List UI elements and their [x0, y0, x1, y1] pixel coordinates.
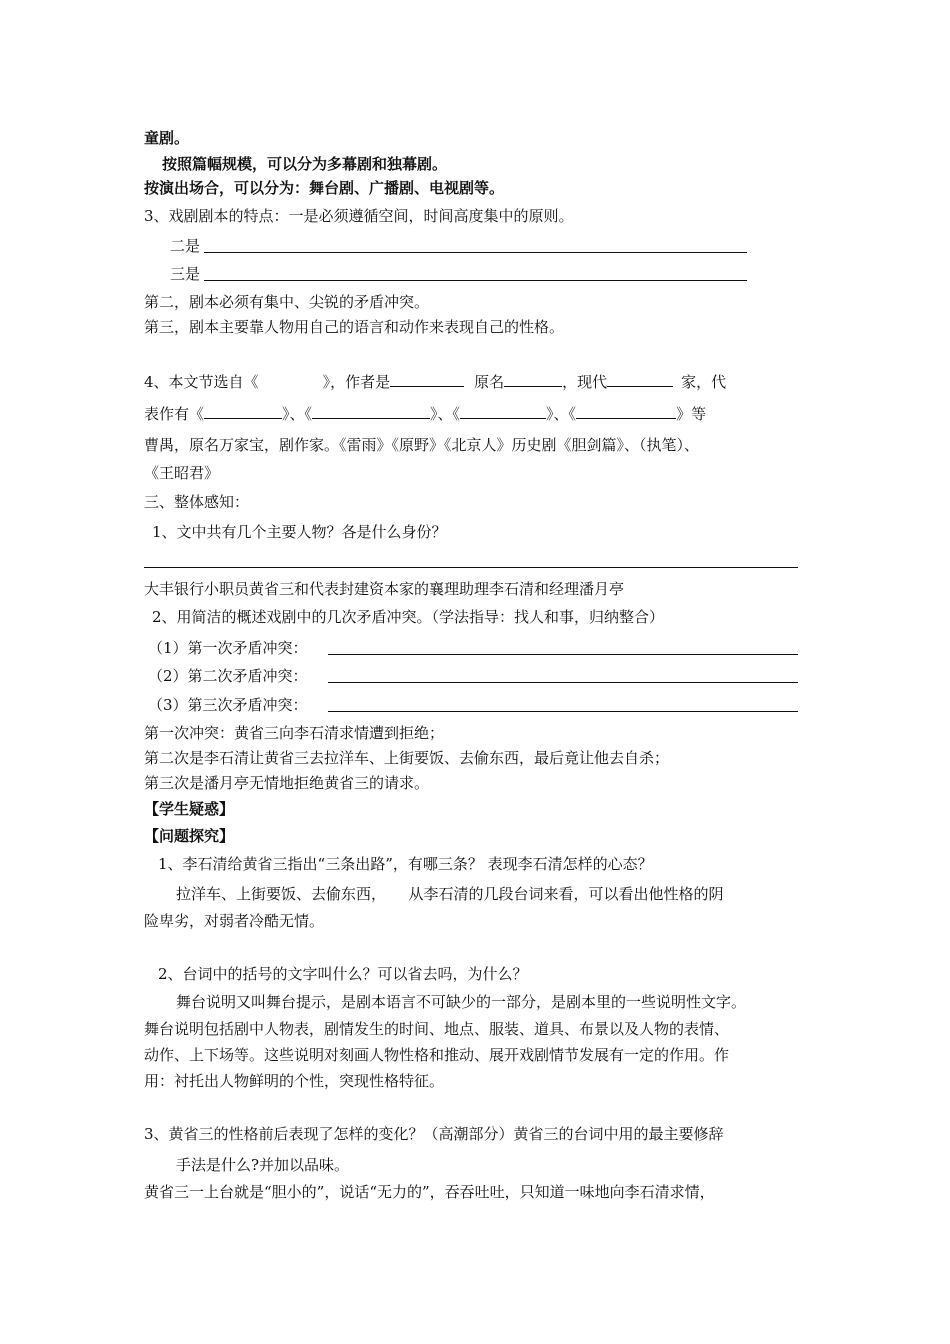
- text-line-stage-directions-question: 2、台词中的括号的文字叫什么？可以省去吗，为什么？: [158, 965, 528, 983]
- section-heading-student-questions: 【学生疑惑】: [144, 800, 235, 818]
- text-line-three-ways-question: 1、李石清给黄省三指出“三条出路”，有哪三条？ 表现李石清怎样的心态？: [158, 855, 653, 873]
- text-line-stage-directions-answer-cont: 舞台说明包括剧中人物表，剧情发生的时间、地点、服装、道具、布景以及人物的表情、: [144, 1020, 730, 1038]
- question-4-suffix: 家，代: [681, 373, 727, 391]
- text-line-source-question: [144, 372, 726, 392]
- text-line-script-features: 3、戏剧剧本的特点：一是必须遵循空间，时间高度集中的原则。: [144, 207, 574, 225]
- text-line-characters-answer: 大丰银行小职员黄省三和代表封建资本家的襄理助理李石清和经理潘月亭: [144, 580, 625, 598]
- text-line-venue-classification: 按演出场合，可以分为：舞台剧、广播剧、电视剧等。: [144, 179, 505, 197]
- text-line-stage-directions-answer: 舞台说明又叫舞台提示，是剧本语言不可缺少的一部分，是剧本里的一些说明性文字。: [176, 993, 747, 1011]
- question-4-modern-label: ，现代: [562, 373, 608, 391]
- text-line-third-point: 第三，剧本主要靠人物用自己的语言和动作来表现自己的性格。: [144, 318, 565, 336]
- text-line-conflict-one-answer: 第一次冲突：黄省三向李石清求情遭到拒绝；: [144, 724, 445, 742]
- text-line-stage-directions-answer-cont: 用：衬托出人物鲜明的个性，突现性格特征。: [144, 1072, 445, 1090]
- question-4-open-bracket: 《: [243, 373, 259, 391]
- answer-blank-line: [204, 252, 747, 253]
- section-heading-problem-exploration: 【问题探究】: [144, 827, 235, 845]
- works-suffix: 》等: [676, 405, 707, 423]
- text-line-feature-two-label: 二是: [170, 237, 201, 255]
- answer-blank: [504, 372, 562, 387]
- text-line-character-change-question: 3、黄省三的性格前后表现了怎样的变化？（高潮部分）黄省三的台词中用的最主要修辞: [144, 1125, 724, 1143]
- text-line-drama-types-end: 童剧。: [144, 129, 190, 147]
- answer-blank-line: [204, 280, 747, 281]
- text-line-scale-classification: 按照篇幅规模，可以分为多幕剧和独幕剧。: [162, 155, 448, 173]
- text-line-feature-three-label: 三是: [170, 265, 201, 283]
- text-line-three-ways-answer-cont: 险卑劣，对弱者冷酷无情。: [144, 912, 325, 930]
- answer-blank-line: [328, 654, 798, 655]
- answer-blank: [576, 404, 676, 419]
- text-line-conflict-two-answer: 第二次是李石清让黄省三去拉洋车、上街要饭、去偷东西，最后竟让他去自杀；: [144, 749, 670, 767]
- answer-blank: [460, 404, 546, 419]
- text-line-characters-question: 1、文中共有几个主要人物？各是什么身份？: [152, 523, 447, 541]
- text-line-stage-directions-answer-cont: 动作、上下场等。这些说明对刻画人物性格和推动、展开戏剧情节发展有一定的作用。作: [144, 1046, 730, 1064]
- answer-blank-line: [144, 567, 798, 568]
- works-separator: 》、《: [546, 405, 577, 423]
- answer-blank: [607, 372, 673, 387]
- text-line-character-change-question-cont: 手法是什么?并加以品味。: [176, 1156, 350, 1174]
- text-line-three-ways-answer: 拉洋车、上街要饭、去偷东西， 从李石清的几段台词来看，可以看出他性格的阴: [176, 885, 724, 903]
- section-heading-overall-perception: 三、整体感知：: [144, 493, 250, 511]
- text-line-cao-yu-answer: 曹禺，原名万家宝，剧作家。《雷雨》《原野》《北京人》历史剧《胆剑篇》、（执笔）、: [144, 436, 700, 454]
- text-line-wang-zhaojun: 《王昭君》: [144, 464, 220, 482]
- answer-blank-line: [328, 711, 798, 712]
- answer-blank-line: [328, 682, 798, 683]
- text-line-character-change-answer: 黄省三一上台就是“胆小的”，说话“无力的”，吞吞吐吐，只知道一味地向李石清求情，: [144, 1183, 715, 1201]
- question-4-original-name-label: 原名: [474, 373, 505, 391]
- text-line-representative-works: [144, 404, 706, 424]
- text-line-conflicts-question: 2、用简洁的概述戏剧中的几次矛盾冲突。（学法指导：找人和事，归纳整合）: [152, 608, 665, 626]
- question-4-author-label: 》，作者是: [322, 373, 391, 391]
- answer-blank: [390, 372, 464, 387]
- answer-blank: [204, 404, 282, 419]
- text-line-conflict-one-label: （1）第一次矛盾冲突：: [148, 639, 308, 657]
- text-line-conflict-two-label: （2）第二次矛盾冲突：: [148, 667, 308, 685]
- works-separator: 》、《: [282, 405, 313, 423]
- text-line-conflict-three-label: （3）第三次矛盾冲突：: [148, 696, 308, 714]
- text-line-second-point: 第二，剧本必须有集中、尖锐的矛盾冲突。: [144, 293, 430, 311]
- works-prefix: 表作有《: [144, 405, 205, 423]
- answer-blank: [312, 404, 430, 419]
- text-line-conflict-three-answer: 第三次是潘月亭无情地拒绝黄省三的请求。: [144, 774, 430, 792]
- works-separator: 》、《: [430, 405, 461, 423]
- question-4-prefix: 4、本文节选自: [144, 373, 244, 391]
